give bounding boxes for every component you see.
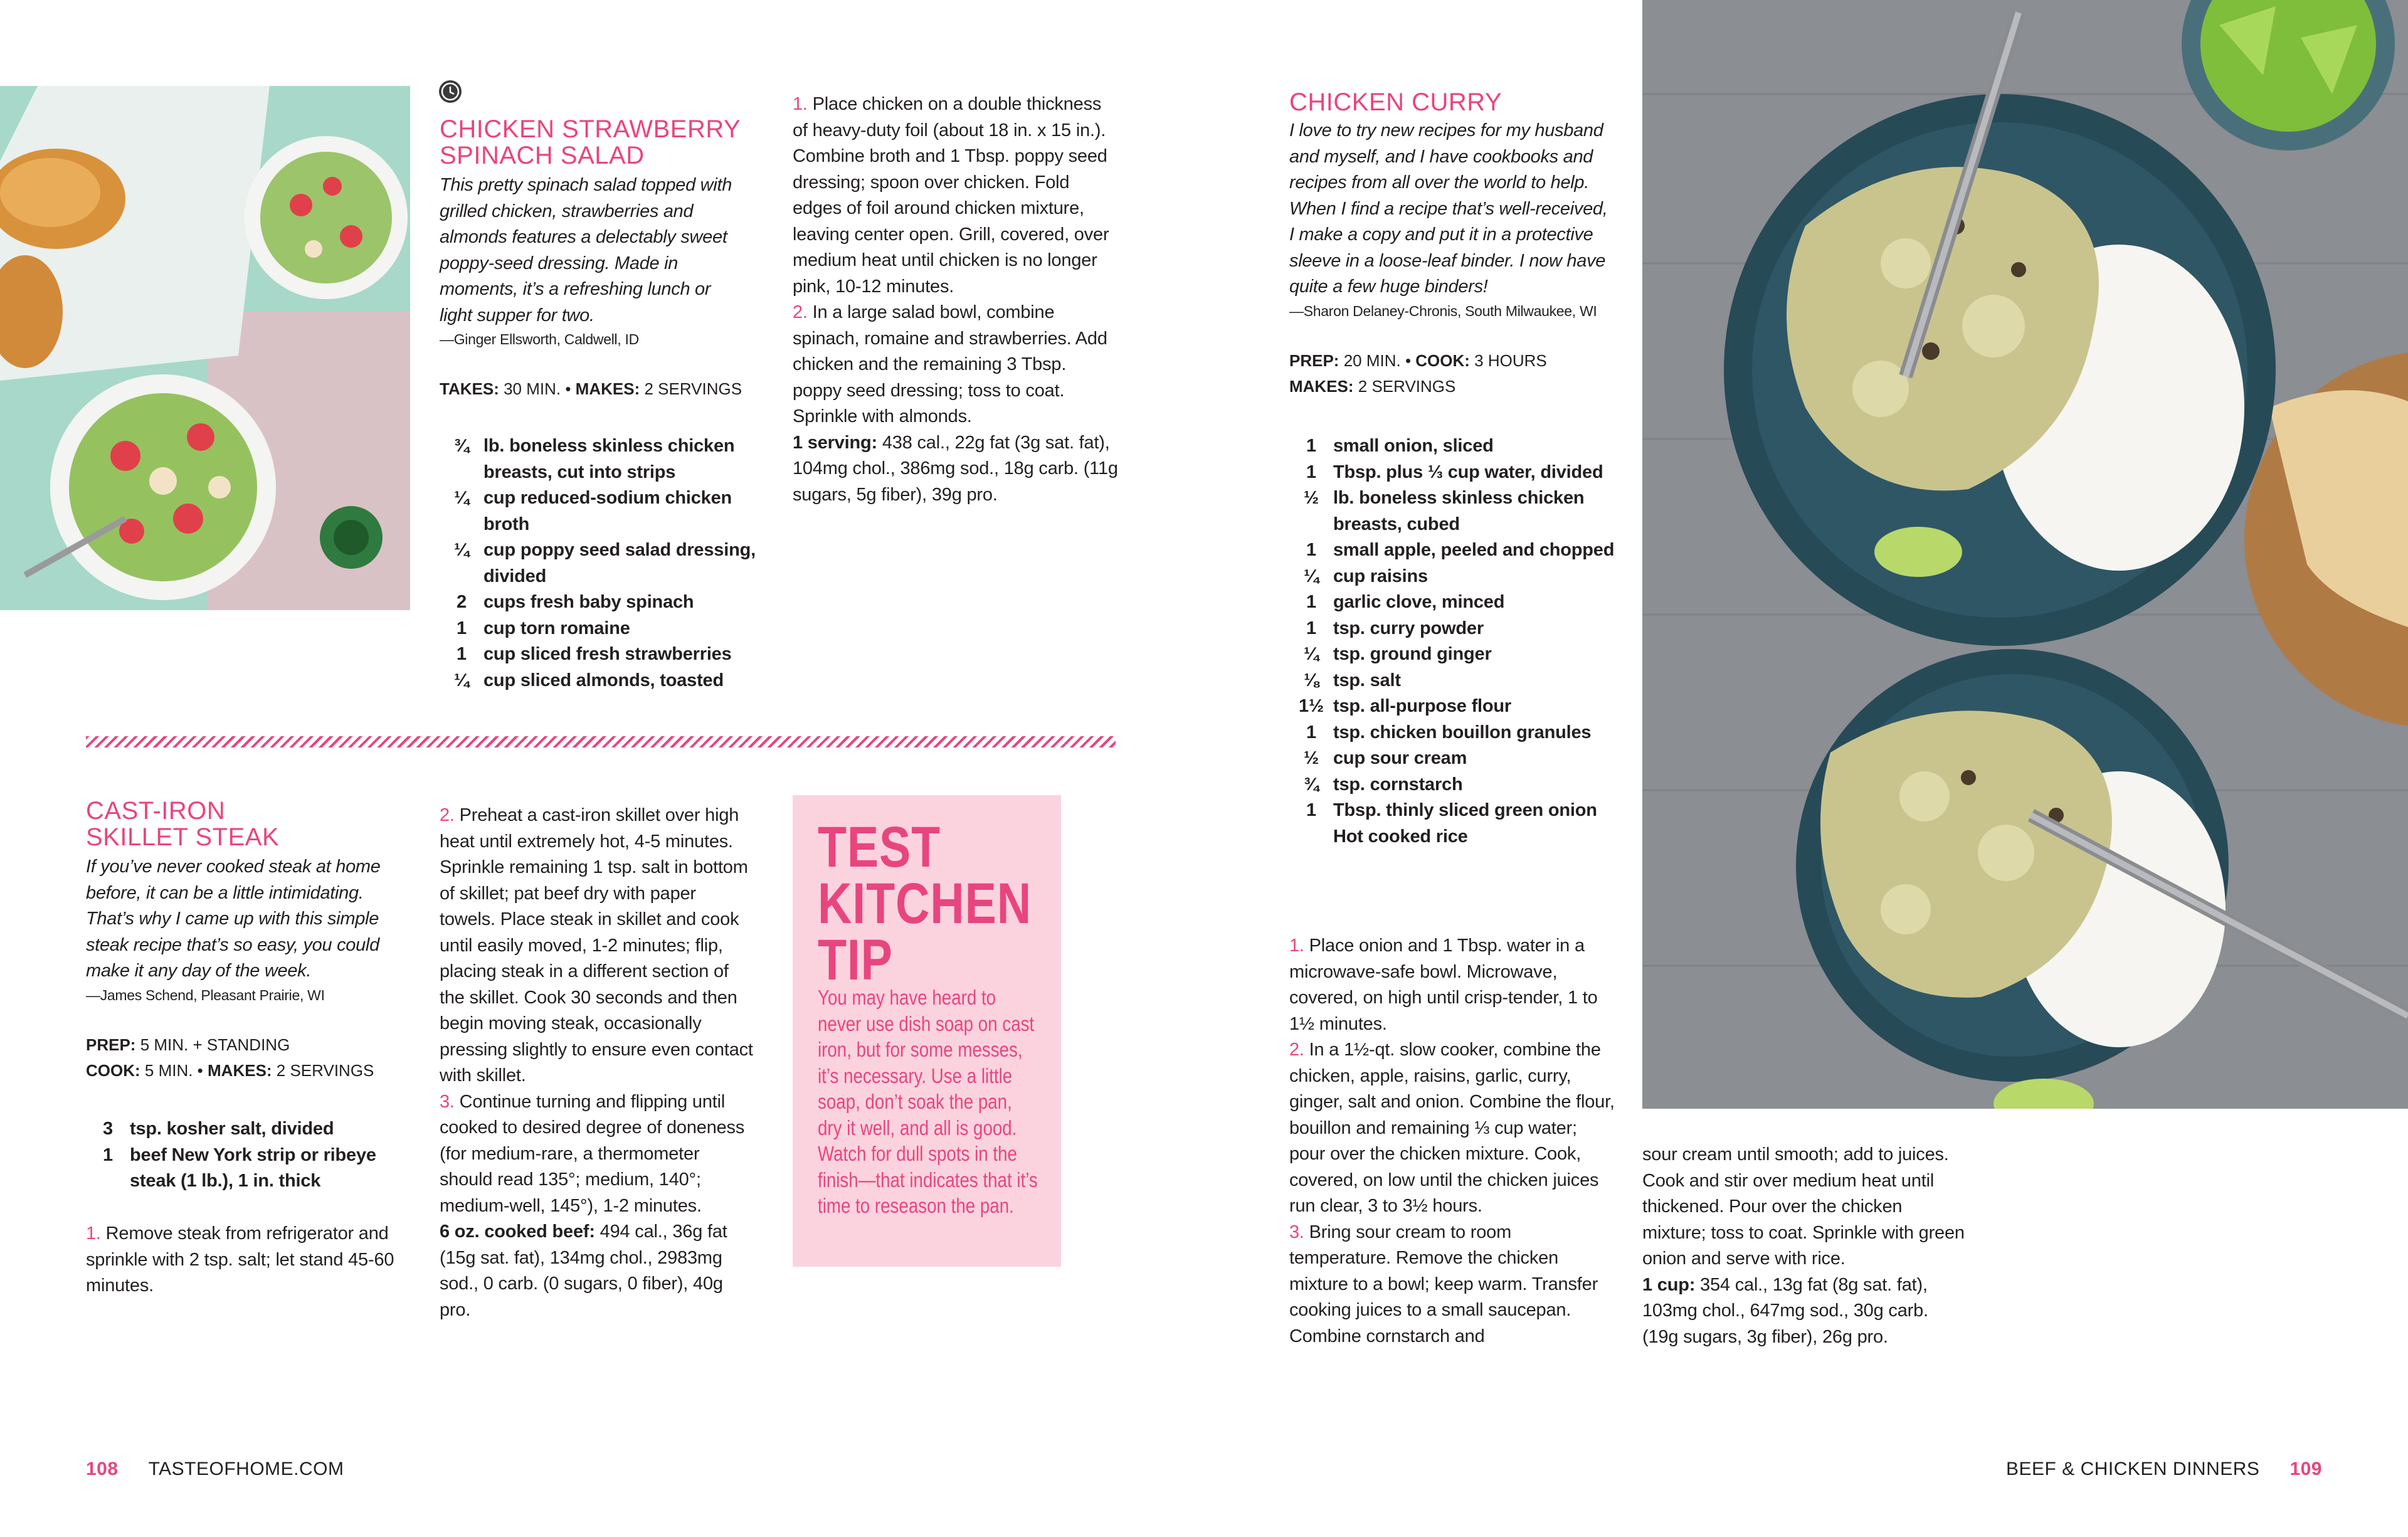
section-name: BEEF & CHICKEN DINNERS (2006, 1459, 2260, 1479)
tip-heading-line1: TEST (818, 815, 941, 879)
prep-label: PREP: (1289, 351, 1339, 370)
ingredient-qty: 1 (457, 644, 467, 664)
salad-meta (440, 376, 791, 403)
curry-directions (1289, 933, 1615, 1349)
ingredient-qty: 1 (1306, 462, 1316, 482)
steak-header (86, 798, 412, 1084)
ingredient-text: tsp. ground ginger (1333, 644, 1492, 664)
steak-step1-block (86, 1221, 412, 1299)
makes-label: MAKES: (208, 1061, 272, 1080)
cook-label: COOK: (86, 1061, 140, 1080)
salad-title-line1: CHICKEN STRAWBERRY (440, 115, 741, 143)
prep-value: 5 MIN. + STANDING (135, 1035, 290, 1054)
ingredient-text: tsp. chicken bouillon granules (1333, 722, 1592, 742)
ingredient-text: cups fresh baby spinach (483, 592, 694, 612)
salad-photo (0, 86, 410, 610)
curry-intro: I love to try new recipes for my husband and myself, and I have cookbooks and recipes from all over the world to help. When I find a recipe that’s well-received, I make a copy and put it in a protective sleeve in a loose-leaf binder. I now have quite a few huge binders! (1289, 120, 1608, 297)
step-number: 1. (86, 1223, 101, 1244)
ingredient-text: beef New York strip or ribeye steak (1 lb.), 1 in. thick (130, 1144, 376, 1191)
ingredient-qty: ¼ (1304, 644, 1319, 664)
steak-intro: If you’ve never cooked steak at home before, it can be a little intimidating. That’s why I came up with this simple steak recipe that’s so easy, you could make it any day of the week. (86, 857, 381, 981)
nutrition-label: 1 cup: (1642, 1274, 1696, 1295)
ingredient-qty: ¼ (454, 488, 469, 508)
step-text: In a large salad bowl, combine spinach, romaine and strawberries. Add chicken and the remaining 3 Tbsp. poppy seed dressing; toss to coat. Sprinkle with almonds. (793, 302, 1107, 426)
ingredient-text: tsp. curry powder (1333, 618, 1484, 638)
tip-heading-line3: TIP (818, 928, 893, 992)
ingredient-row (440, 537, 766, 589)
ingredient-qty: 1 (103, 1144, 113, 1165)
ingredient-qty: 3 (103, 1119, 113, 1139)
ingredient-row (440, 642, 766, 668)
prep-label: PREP: (86, 1035, 136, 1054)
page-number-right: 109 (2289, 1459, 2322, 1479)
ingredient-text: cup sliced almonds, toasted (483, 670, 724, 690)
ingredient-row (440, 589, 766, 616)
ingredient-text: garlic clove, minced (1333, 592, 1505, 612)
nutrition-label: 1 serving: (793, 432, 877, 453)
curry-step-3 (1289, 1220, 1615, 1350)
makes-value: 2 SERVINGS (272, 1061, 374, 1080)
steak-directions (440, 803, 753, 1323)
steak-title (86, 798, 412, 850)
ingredient-text: cup torn romaine (483, 618, 630, 638)
ingredient-row (1289, 564, 1634, 590)
ingredient-qty: 2 (457, 592, 467, 612)
salad-credit: —Ginger Ellsworth, Caldwell, ID (440, 331, 639, 347)
ingredient-text: tsp. all-purpose flour (1333, 696, 1511, 716)
takes-label: TAKES: (440, 379, 499, 398)
ingredient-row (1289, 824, 1634, 850)
salad-title (440, 116, 791, 169)
makes-value: 2 SERVINGS (640, 379, 742, 398)
tip-heading (818, 815, 1032, 992)
curry-illustration (1642, 0, 2408, 1109)
ingredient-row (1289, 537, 1634, 564)
ingredient-text: Tbsp. thinly sliced green onion (1333, 800, 1597, 820)
ingredient-text: tsp. kosher salt, divided (130, 1119, 334, 1139)
steak-step-3 (440, 1089, 753, 1220)
ingredient-text: cup sliced fresh strawberries (483, 644, 732, 664)
test-kitchen-tip-box (793, 795, 1061, 1267)
ingredient-row (440, 485, 766, 537)
ingredient-text: Tbsp. plus ⅓ cup water, divided (1333, 462, 1603, 482)
nutrition-label: 6 oz. cooked beef: (440, 1222, 595, 1242)
ingredient-text: cup poppy seed salad dressing, divided (483, 540, 756, 586)
ingredient-row (440, 433, 766, 485)
ingredient-text: cup reduced-sodium chicken broth (483, 488, 732, 534)
ingredient-row (86, 1143, 412, 1195)
ingredient-qty: ¼ (454, 670, 469, 690)
nutrition-text: 354 cal., 13g fat (8g sat. fat), 103mg chol., 647mg sod., 30g carb. (19g sugars, 3g fiber), 26g pro. (1642, 1274, 1928, 1347)
step-text: Preheat a cast-iron skillet over high heat until extremely hot, 4-5 minutes. Sprinkle remaining 1 tsp. salt in bottom of skillet; pat beef dry with paper towels. Place steak in skillet and cook until easily moved, 1-2 minutes; flip, placing steak in a different section of the skillet. Cook 30 seconds and then begin moving steak, occasionally pressing slightly to ensure even contact with skillet. (440, 805, 753, 1085)
steak-cook (86, 1058, 412, 1084)
ingredient-row (1289, 720, 1634, 746)
ingredient-text: cup raisins (1333, 566, 1428, 586)
ingredient-text: lb. boneless skinless chicken breasts, cubed (1333, 488, 1585, 534)
salad-step-1 (793, 92, 1119, 300)
steak-ingredients (86, 1116, 412, 1195)
ingredient-row (1289, 485, 1634, 537)
ingredient-qty: 1 (1306, 436, 1316, 456)
curry-credit: —Sharon Delaney-Chronis, South Milwaukee, WI (1289, 302, 1597, 319)
steak-step-2 (440, 803, 753, 1089)
ingredient-text: Hot cooked rice (1333, 826, 1468, 847)
step-text: Bring sour cream to room temperature. Remove the chicken mixture to a bowl; keep warm. Transfer cooking juices to a small saucepan. Combine cornstarch and (1289, 1222, 1598, 1346)
ingredient-qty: 1 (1306, 722, 1316, 742)
step-text: Place onion and 1 Tbsp. water in a microwave-safe bowl. Microwave, covered, on high until crisp-tender, 1 to 1½ minutes. (1289, 936, 1598, 1034)
step-text: In a 1½-qt. slow cooker, combine the chicken, apple, raisins, garlic, curry, ginger, salt and onion. Combine the flour, bouillon and remaining ⅓ cup water; pour over the chicken mixture. Cook, covered, on low until the chicken juices run clear, 3 to 3½ hours. (1289, 1040, 1615, 1216)
step-number: 2. (793, 302, 808, 322)
cook-label: COOK: (1415, 351, 1470, 370)
ingredient-row (1289, 642, 1634, 668)
ingredient-qty: 1½ (1299, 696, 1324, 716)
salad-header (440, 116, 791, 403)
ingredient-qty: 1 (1306, 540, 1316, 560)
page-number-left: 108 (86, 1459, 119, 1479)
ingredient-row (440, 616, 766, 642)
section-divider (86, 736, 1116, 747)
ingredient-qty: ⅛ (1304, 670, 1319, 690)
step-text: Place chicken on a double thickness of heavy-duty foil (about 18 in. x 15 in.). Combine broth and 1 Tbsp. poppy seed dressing; spoon over chicken. Fold edges of foil around chicken mixture, leaving center open. Grill, covered, over medium heat until chicken is no longer pink, 10-12 minutes. (793, 94, 1109, 297)
salad-nutrition (793, 430, 1119, 509)
cook-value: 3 HOURS (1469, 351, 1547, 370)
ingredient-qty: ¼ (454, 540, 469, 560)
step-text: Continue turning and flipping until cooked to desired degree of doneness (for medium-rare, a thermometer should read 135°; medium, 140°; medium-well, 145°), 1-2 minutes. (440, 1091, 745, 1216)
steak-nutrition (440, 1219, 753, 1323)
ingredient-row (1289, 694, 1634, 720)
steak-title-line2: SKILLET STEAK (86, 823, 280, 851)
ingredient-row (1289, 772, 1634, 798)
curry-photo (1642, 0, 2408, 1109)
ingredient-qty (1289, 824, 1333, 850)
salad-ingredients (440, 433, 766, 694)
ingredient-row (1289, 798, 1634, 824)
ingredient-qty: 1 (1306, 800, 1316, 820)
curry-ingredients (1289, 433, 1634, 850)
ingredient-row (86, 1116, 412, 1143)
ingredient-row (1289, 616, 1634, 642)
left-footer (86, 1459, 344, 1480)
step-number: 1. (793, 94, 808, 114)
ingredient-qty: 1 (457, 618, 467, 638)
step-number: 2. (440, 805, 455, 825)
curry-step-3-cont: sour cream until smooth; add to juices. Cook and stir over medium heat until thickened. Pour over the chicken mixture; toss to coat. Sprinkle with green onion and serve with rice. (1642, 1144, 1965, 1269)
curry-prep-cook (1289, 348, 1622, 374)
makes-value: 2 SERVINGS (1353, 377, 1456, 396)
ingredient-row (1289, 668, 1634, 694)
step-number: 3. (1289, 1222, 1304, 1242)
ingredient-qty: ¾ (454, 436, 469, 456)
step-number: 2. (1289, 1040, 1304, 1060)
ingredient-row (1289, 589, 1634, 616)
curry-header (1289, 89, 1622, 400)
ingredient-qty: ¾ (1304, 774, 1319, 795)
ingredient-row (1289, 433, 1634, 460)
ingredient-text: small onion, sliced (1333, 436, 1494, 456)
ingredient-text: small apple, peeled and chopped (1333, 540, 1615, 560)
nutrition-text: 494 cal., 36g fat (15g sat. fat), 134mg chol., 2983mg sod., 0 carb. (0 sugars, 0 fiber), 40g pro. (440, 1222, 727, 1320)
ingredient-row (1289, 460, 1634, 486)
ingredient-qty: 1 (1306, 618, 1316, 638)
steak-credit: —James Schend, Pleasant Prairie, WI (86, 986, 325, 1003)
salad-clock-icon (439, 80, 462, 103)
step-number: 1. (1289, 936, 1304, 956)
ingredient-row (1289, 746, 1634, 772)
step-text: Remove steak from refrigerator and sprinkle with 2 tsp. salt; let stand 45-60 minutes. (86, 1223, 394, 1296)
step-number: 3. (440, 1091, 455, 1112)
ingredient-qty: ½ (1304, 488, 1319, 508)
ingredient-qty: ¼ (1304, 566, 1319, 586)
cook-value: 5 MIN. • (140, 1061, 208, 1080)
salad-directions (793, 92, 1119, 508)
curry-makes (1289, 374, 1622, 400)
ingredient-qty: ½ (1304, 748, 1319, 768)
steak-title-line1: CAST-IRON (86, 797, 226, 825)
salad-intro: This pretty spinach salad topped with grilled chicken, strawberries and almonds features a delectably sweet poppy-seed dressing. Made in moments, it’s a refreshing lunch or light supper for two. (440, 175, 732, 325)
makes-label: MAKES: (575, 379, 640, 398)
salad-illustration (0, 86, 410, 610)
nutrition-text: 438 cal., 22g fat (3g sat. fat), 104mg chol., 386mg sod., 18g carb. (11g sugars, 5g fiber), 39g pro. (793, 432, 1118, 505)
takes-value: 30 MIN. • (499, 379, 576, 398)
curry-step-1 (1289, 933, 1615, 1037)
curry-nutrition (1642, 1272, 1968, 1351)
ingredient-text: lb. boneless skinless chicken breasts, cut into strips (483, 436, 735, 482)
makes-label: MAKES: (1289, 377, 1354, 396)
curry-title: CHICKEN CURRY (1289, 88, 1502, 116)
site-name: TASTEOFHOME.COM (148, 1459, 344, 1479)
right-footer (2006, 1459, 2322, 1480)
curry-step-2 (1289, 1037, 1615, 1220)
steak-prep (86, 1032, 412, 1059)
tip-heading-line2: KITCHEN (818, 872, 1032, 936)
curry-directions-cont (1642, 1142, 1968, 1350)
prep-value: 20 MIN. • (1339, 351, 1416, 370)
ingredient-text: tsp. cornstarch (1333, 774, 1463, 795)
tip-text: You may have heard to never use dish soap on cast iron, but for some messes, it’s necessary. Use a little soap, don’t soak the pan, dry it well, and all is good. Watch for dull spots in the finish—that indicates that it’s time to reseason the pan. (818, 986, 1038, 1217)
clock-icon (439, 80, 462, 103)
ingredient-qty: 1 (1306, 592, 1316, 612)
salad-title-line2: SPINACH SALAD (440, 142, 645, 169)
ingredient-text: cup sour cream (1333, 748, 1467, 768)
salad-step-2 (793, 300, 1119, 430)
steak-step-1 (86, 1221, 412, 1299)
ingredient-text: tsp. salt (1333, 670, 1401, 690)
ingredient-row (440, 668, 766, 694)
